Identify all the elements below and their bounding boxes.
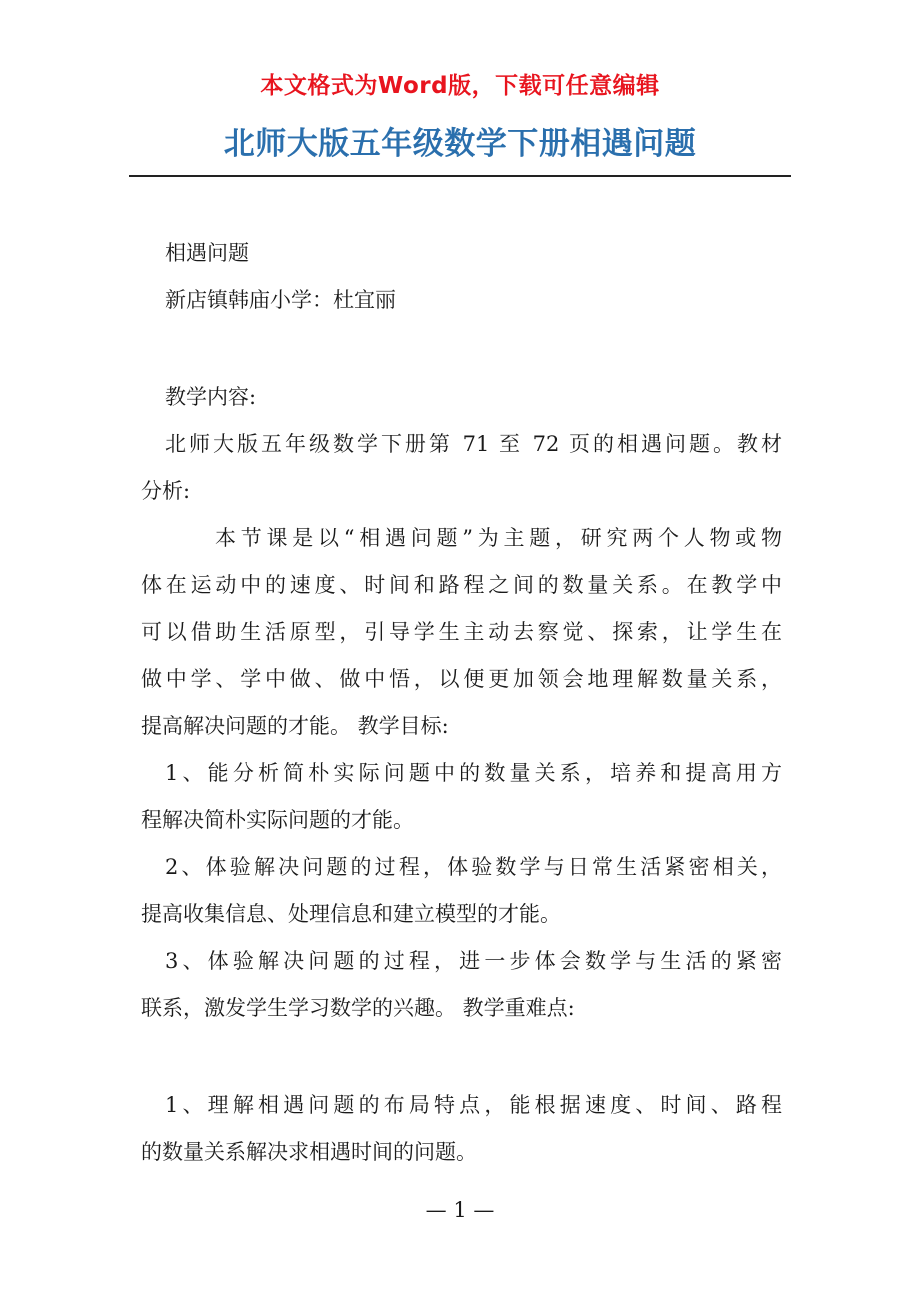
- teaching-content-label: 教学内容:: [165, 385, 257, 409]
- paragraph-gap: [141, 324, 782, 374]
- teaching-content-text: 北师大版五年级数学下册第 71 至 72 页的相遇问题。教材: [165, 432, 782, 456]
- analysis-label: 分析:: [141, 479, 191, 503]
- format-notice: 本文格式为Word版，下载可任意编辑: [260, 73, 660, 99]
- title-divider: [129, 175, 791, 177]
- paragraph-gap: [141, 1032, 782, 1082]
- analysis-line: 提高解决问题的才能。 教学目标:: [141, 714, 449, 738]
- goal-item-2-cont: 提高收集信息、处理信息和建立模型的才能。: [141, 902, 561, 926]
- goal-item-3: 3、体验解决问题的过程，进一步体会数学与生活的紧密: [165, 949, 782, 973]
- goal-item-1-cont: 程解决简朴实际问题的才能。: [141, 808, 414, 832]
- goal-item-2: 2、体验解决问题的过程，体验数学与日常生活紧密相关，: [165, 855, 782, 879]
- key-point-1-cont: 的数量关系解决求相遇时间的问题。: [141, 1140, 477, 1164]
- document-body: [141, 230, 782, 1176]
- section-heading: 相遇问题: [165, 241, 249, 265]
- analysis-line: 做中学、学中做、做中悟，以便更加领会地理解数量关系，: [141, 667, 782, 691]
- document-title: 北师大版五年级数学下册相遇问题: [223, 126, 697, 162]
- key-point-1: 1、理解相遇问题的布局特点，能根据速度、时间、路程: [165, 1093, 782, 1117]
- goal-item-3-cont: 联系，激发学生学习数学的兴趣。 教学重难点:: [141, 996, 575, 1020]
- author-line: 新店镇韩庙小学：杜宜丽: [165, 288, 396, 312]
- page-number: — 1 —: [425, 1198, 495, 1222]
- goal-item-1: 1、能分析简朴实际问题中的数量关系，培养和提高用方: [165, 761, 782, 785]
- analysis-line: 可以借助生活原型，引导学生主动去察觉、探索，让学生在: [141, 620, 782, 644]
- analysis-line: 体在运动中的速度、时间和路程之间的数量关系。在教学中: [141, 573, 782, 597]
- analysis-line: 本节课是以“相遇问题”为主题，研究两个人物或物: [215, 526, 782, 550]
